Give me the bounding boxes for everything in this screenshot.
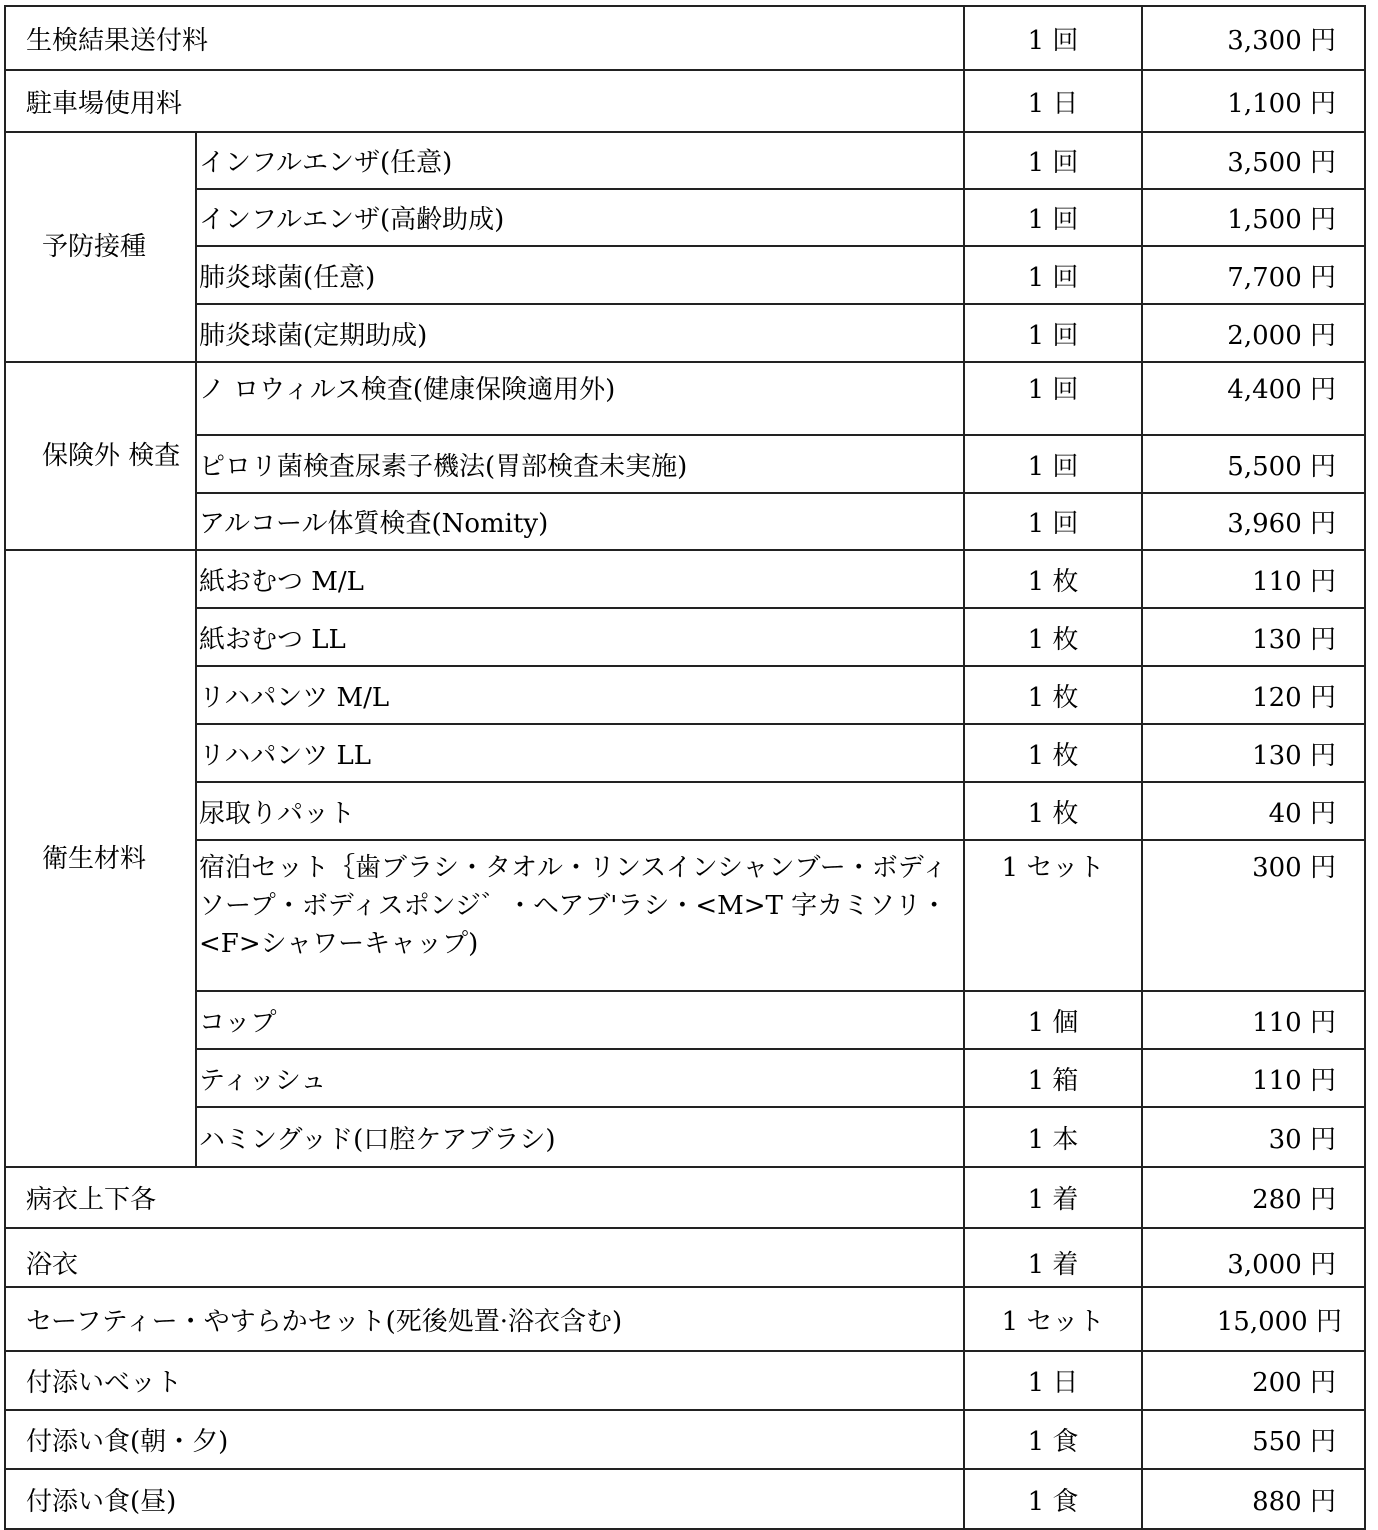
item-name: リハパンツ LL	[196, 724, 964, 782]
fee-table	[4, 5, 1366, 1530]
price: 30 円	[1142, 1107, 1365, 1167]
unit: 1 セット	[964, 1287, 1142, 1351]
unit: 1 回	[964, 435, 1142, 493]
price: 7,700 円	[1142, 246, 1365, 304]
table-row	[5, 70, 1365, 132]
table-row	[5, 6, 1365, 70]
unit: 1 着	[964, 1167, 1142, 1228]
category-vaccination: 予防接種	[5, 132, 196, 362]
price: 280 円	[1142, 1167, 1365, 1228]
price: 3,960 円	[1142, 493, 1365, 550]
unit: 1 回	[964, 246, 1142, 304]
category-uninsured-test: 保険外 検査	[5, 362, 196, 550]
item-name: ティッシュ	[196, 1049, 964, 1107]
price: 5,500 円	[1142, 435, 1365, 493]
table-row	[5, 608, 1365, 666]
item-name: 付添い食(朝・夕)	[5, 1410, 964, 1469]
unit: 1 セット	[964, 840, 1142, 991]
unit: 1 本	[964, 1107, 1142, 1167]
item-name: 駐車場使用料	[5, 70, 964, 132]
item-name: インフルエンザ(高齢助成)	[196, 189, 964, 246]
price: 1,100 円	[1142, 70, 1365, 132]
price: 1,500 円	[1142, 189, 1365, 246]
table-row	[5, 132, 1365, 189]
table-row	[5, 1469, 1365, 1529]
table-row	[5, 782, 1365, 840]
table-row	[5, 1351, 1365, 1410]
unit: 1 日	[964, 70, 1142, 132]
item-name: 付添い食(昼)	[5, 1469, 964, 1529]
table-row	[5, 550, 1365, 608]
unit: 1 枚	[964, 782, 1142, 840]
item-name: 紙おむつ LL	[196, 608, 964, 666]
price: 200 円	[1142, 1351, 1365, 1410]
table-row	[5, 362, 1365, 435]
unit: 1 回	[964, 132, 1142, 189]
unit: 1 食	[964, 1410, 1142, 1469]
price: 880 円	[1142, 1469, 1365, 1529]
unit: 1 着	[964, 1228, 1142, 1287]
unit: 1 回	[964, 304, 1142, 362]
price: 3,000 円	[1142, 1228, 1365, 1287]
item-name: 宿泊セット｛歯ブラシ・タオル・リンスインシャンブー・ボディソープ・ボディスポンジ゛・ヘアブ'ラシ・<M>T 字カミソリ・<F>シャワーキャップ)	[196, 840, 964, 991]
unit: 1 回	[964, 189, 1142, 246]
table-row	[5, 1410, 1365, 1469]
table-row	[5, 1228, 1365, 1287]
price: 120 円	[1142, 666, 1365, 724]
price: 110 円	[1142, 991, 1365, 1049]
item-name: 肺炎球菌(任意)	[196, 246, 964, 304]
unit: 1 食	[964, 1469, 1142, 1529]
price: 4,400 円	[1142, 362, 1365, 435]
item-name: 紙おむつ M/L	[196, 550, 964, 608]
table-row	[5, 840, 1365, 991]
unit: 1 回	[964, 493, 1142, 550]
table-row	[5, 493, 1365, 550]
unit: 1 枚	[964, 666, 1142, 724]
item-name: 浴衣	[5, 1228, 964, 1287]
table-row	[5, 1167, 1365, 1228]
price: 2,000 円	[1142, 304, 1365, 362]
table-row	[5, 1287, 1365, 1351]
unit: 1 枚	[964, 550, 1142, 608]
item-name: ハミングッド(口腔ケアブラシ)	[196, 1107, 964, 1167]
unit: 1 回	[964, 6, 1142, 70]
item-name: 生検結果送付料	[5, 6, 964, 70]
price: 130 円	[1142, 724, 1365, 782]
unit: 1 回	[964, 362, 1142, 435]
unit: 1 枚	[964, 724, 1142, 782]
price: 110 円	[1142, 550, 1365, 608]
item-name: ノ ロウィルス検査(健康保険適用外)	[196, 362, 964, 435]
item-name: アルコール体質検査(Nomity)	[196, 493, 964, 550]
table-row	[5, 246, 1365, 304]
price: 550 円	[1142, 1410, 1365, 1469]
price: 3,300 円	[1142, 6, 1365, 70]
item-name: セーフティー・やすらかセット(死後処置·浴衣含む)	[5, 1287, 964, 1351]
unit: 1 日	[964, 1351, 1142, 1410]
price: 110 円	[1142, 1049, 1365, 1107]
item-name: 肺炎球菌(定期助成)	[196, 304, 964, 362]
item-name: ピロリ菌検査尿素子機法(胃部検査未実施)	[196, 435, 964, 493]
item-name: 付添いベット	[5, 1351, 964, 1410]
table-row	[5, 1049, 1365, 1107]
item-name: 病衣上下各	[5, 1167, 964, 1228]
price: 15,000 円	[1142, 1287, 1365, 1351]
table-row	[5, 435, 1365, 493]
table-row	[5, 189, 1365, 246]
price: 130 円	[1142, 608, 1365, 666]
item-name: 尿取りパット	[196, 782, 964, 840]
unit: 1 箱	[964, 1049, 1142, 1107]
item-name: コップ	[196, 991, 964, 1049]
price: 300 円	[1142, 840, 1365, 991]
category-hygiene: 衛生材料	[5, 550, 196, 1167]
item-name: リハパンツ M/L	[196, 666, 964, 724]
table-row	[5, 304, 1365, 362]
table-row	[5, 666, 1365, 724]
unit: 1 枚	[964, 608, 1142, 666]
price: 40 円	[1142, 782, 1365, 840]
table-row	[5, 991, 1365, 1049]
table-row	[5, 724, 1365, 782]
unit: 1 個	[964, 991, 1142, 1049]
table-row	[5, 1107, 1365, 1167]
price: 3,500 円	[1142, 132, 1365, 189]
item-name: インフルエンザ(任意)	[196, 132, 964, 189]
